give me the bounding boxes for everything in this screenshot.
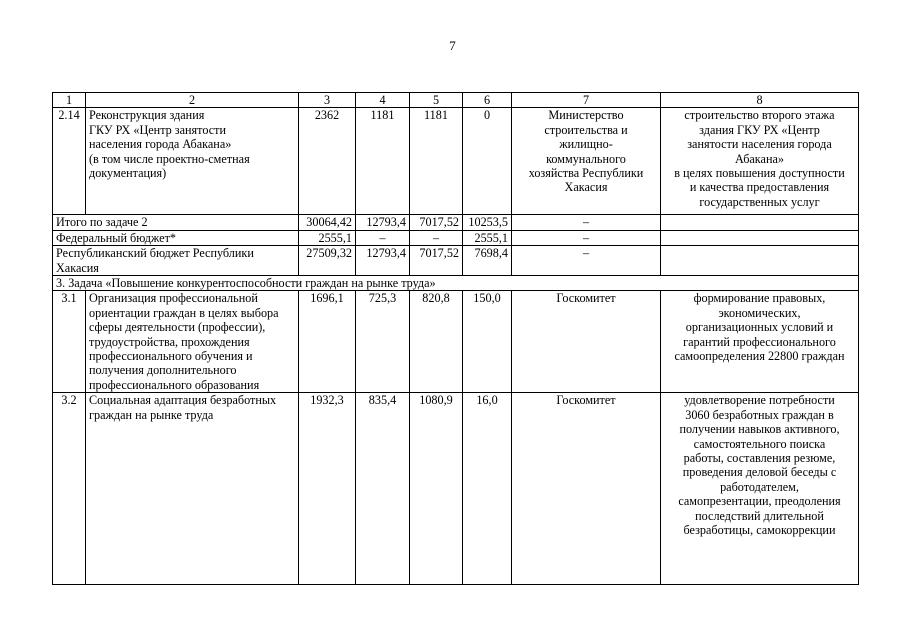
text-line: Республиканский бюджет Республики (56, 246, 254, 261)
amount-cell: – (410, 230, 463, 245)
col-header: 8 (661, 93, 859, 108)
text-line: безработицы, самокоррекции (683, 523, 836, 538)
measure-name (86, 291, 299, 393)
row-number: 3.1 (53, 291, 86, 393)
amount-cell: 1181 (356, 108, 410, 215)
text-line: Госкомитет (556, 291, 616, 306)
text-line: профессионального обучения и (89, 349, 253, 364)
total-label (53, 215, 299, 230)
text-line: Организация профессиональной (89, 291, 258, 306)
total-row (53, 230, 859, 245)
text-line: жилищно- (559, 137, 613, 152)
result-cell (661, 246, 859, 276)
total-row (53, 246, 859, 276)
text-line: последствий длительной (695, 508, 824, 523)
col-header: 3 (299, 93, 356, 108)
text-line: работодателем, (720, 479, 799, 494)
result-cell (661, 230, 859, 245)
amount-cell: 30064,42 (299, 215, 356, 230)
total-label (53, 230, 299, 245)
text-line: сферы деятельности (профессии), (89, 320, 266, 335)
text-line: самостоятельного поиска (693, 436, 826, 451)
amount-cell: 150,0 (463, 291, 512, 393)
amount-cell: 1181 (410, 108, 463, 215)
text-line: здания ГКУ РХ «Центр (699, 122, 820, 137)
executor-cell: – (512, 230, 661, 245)
text-line: государственных услуг (699, 194, 820, 209)
column-number-row (53, 93, 859, 108)
amount-cell: 2362 (299, 108, 356, 215)
text-line: Госкомитет (556, 393, 616, 408)
text-line: самоопределения 22800 граждан (674, 349, 845, 364)
row-number: 3.2 (53, 393, 86, 585)
amount-cell: 820,8 (410, 291, 463, 393)
amount-cell: 2555,1 (463, 230, 512, 245)
text-line: организационных условий и (685, 320, 834, 335)
amount-cell: 1080,9 (410, 393, 463, 585)
amount-cell: 2555,1 (299, 230, 356, 245)
row-number: 2.14 (53, 108, 86, 215)
col-header: 5 (410, 93, 463, 108)
text-line: граждан на рынке труда (89, 407, 214, 422)
result-cell (661, 108, 859, 215)
table-row (53, 108, 859, 215)
total-label (53, 246, 299, 276)
amount-cell: 1932,3 (299, 393, 356, 585)
text-line: строительство второго этажа (684, 108, 835, 123)
text-line: Реконструкция здания (89, 108, 205, 123)
text-line: населения города Абакана» (89, 137, 232, 152)
text-line: ГКУ РХ «Центр занятости (89, 122, 226, 137)
text-line: хозяйства Республики (528, 166, 644, 181)
amount-cell: 12793,4 (356, 246, 410, 276)
text-line: и качества предоставления (689, 180, 830, 195)
result-cell (661, 215, 859, 230)
amount-cell: 7017,52 (410, 215, 463, 230)
text-line: Социальная адаптация безработных (89, 393, 277, 408)
text-line: работы, составления резюме, (683, 451, 836, 466)
executor-cell: – (512, 246, 661, 276)
text-line: проведения деловой беседы с (682, 465, 837, 480)
executor-cell (512, 291, 661, 393)
amount-cell: 1696,1 (299, 291, 356, 393)
text-line: самопрезентации, преодоления (678, 494, 841, 509)
executor-cell (512, 393, 661, 585)
amount-cell: 7017,52 (410, 246, 463, 276)
table-row (53, 291, 859, 393)
col-header: 2 (86, 93, 299, 108)
amount-cell: 725,3 (356, 291, 410, 393)
text-line: гарантий профессионального (683, 334, 836, 349)
amount-cell: 835,4 (356, 393, 410, 585)
text-line: Федеральный бюджет* (56, 230, 176, 245)
amount-cell: – (356, 230, 410, 245)
text-line: строительства и (544, 122, 628, 137)
col-header: 7 (512, 93, 661, 108)
measures-table (52, 92, 859, 585)
text-line: формирование правовых, (693, 291, 826, 306)
amount-cell: 7698,4 (463, 246, 512, 276)
text-line: Хакасия (56, 260, 99, 275)
text-line: получения дополнительного (89, 363, 237, 378)
text-line: Хакасия (564, 180, 608, 195)
amount-cell: 0 (463, 108, 512, 215)
col-header: 1 (53, 93, 86, 108)
text-line: Абакана» (735, 151, 784, 166)
text-line: ориентации граждан в целях выбора (89, 305, 279, 320)
executor-cell (512, 108, 661, 215)
table-row (53, 393, 859, 585)
text-line: получении навыков активного, (679, 422, 840, 437)
total-row (53, 215, 859, 230)
amount-cell: 12793,4 (356, 215, 410, 230)
text-line: Министерство (548, 108, 624, 123)
amount-cell: 10253,5 (463, 215, 512, 230)
text-line: занятости населения города (687, 137, 832, 152)
text-line: Итого по задаче 2 (56, 215, 148, 230)
col-header: 6 (463, 93, 512, 108)
text-line: трудоустройства, прохождения (89, 334, 250, 349)
result-cell (661, 291, 859, 393)
page-number: 7 (449, 38, 456, 53)
measure-name (86, 393, 299, 585)
amount-cell: 16,0 (463, 393, 512, 585)
text-line: профессионального образования (89, 377, 260, 392)
text-line: экономических, (718, 305, 801, 320)
section-title-row (53, 276, 859, 291)
text-line: документация) (89, 166, 167, 181)
text-line: 3060 безработных граждан в (685, 407, 834, 422)
section-title: 3. Задача «Повышение конкурентоспособности граждан на рынке труда» (53, 276, 859, 291)
text-line: коммунального (546, 151, 626, 166)
text-line: в целях повышения доступности (674, 166, 845, 181)
col-header: 4 (356, 93, 410, 108)
executor-cell: – (512, 215, 661, 230)
amount-cell: 27509,32 (299, 246, 356, 276)
result-cell (661, 393, 859, 585)
text-line: (в том числе проектно-сметная (89, 151, 250, 166)
text-line: удовлетворение потребности (684, 393, 835, 408)
measure-name (86, 108, 299, 215)
